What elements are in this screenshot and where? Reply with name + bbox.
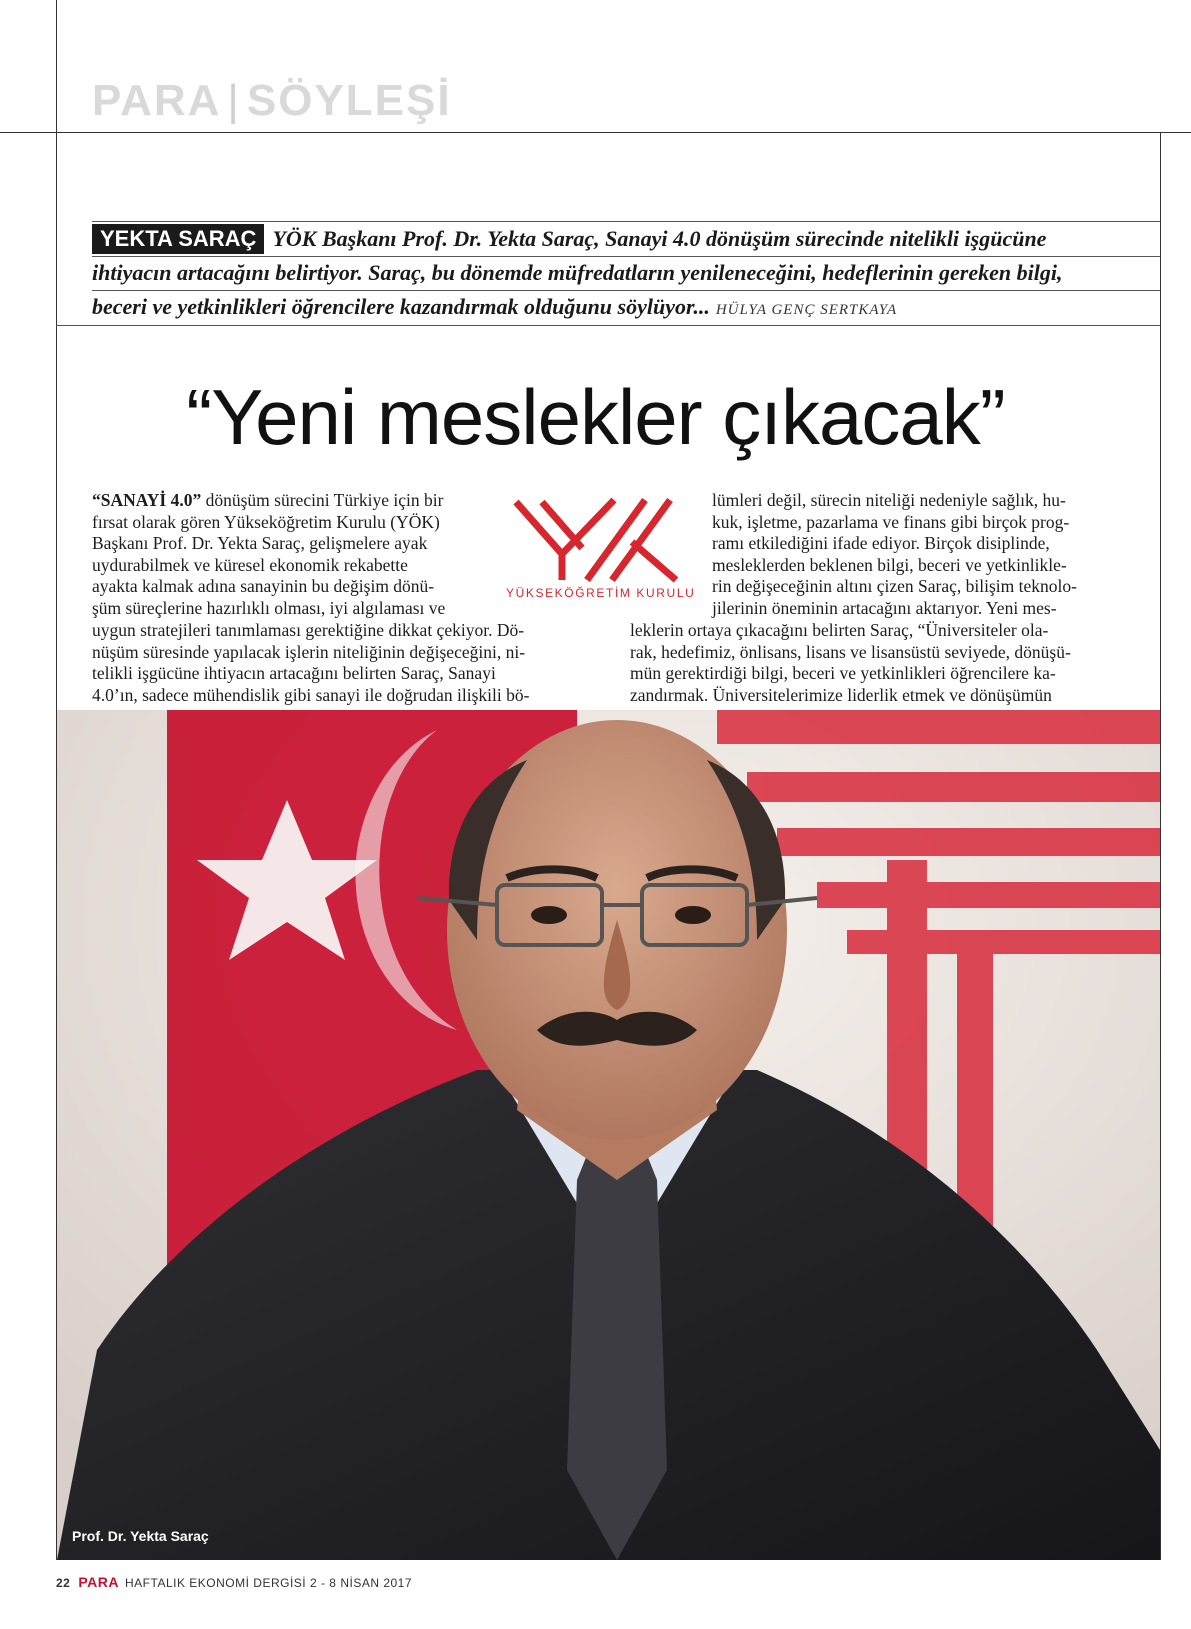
column-right-line: zandırmak. Üniversitelerimize liderlik etmek ve dönüşümün (630, 684, 1052, 705)
column-left-lead: “SANAYİ 4.0” (92, 490, 202, 510)
intro-text-3: beceri ve yetkinlikleri öğrencilere kazandırmak olduğunu söylüyor... (92, 294, 710, 319)
photo-caption: Prof. Dr. Yekta Saraç (72, 1528, 209, 1544)
logo-stroke (632, 542, 676, 580)
header-rule (0, 132, 1191, 133)
intro-text-2: ihtiyacın artacağını belirtiyor. Saraç, bu dönemde müfredatların yenileneceğini, hedeflerinin gereken bilgi, (92, 260, 1063, 285)
column-left-line: ayakta kalmak adına sanayinin bu değişim dönü- (92, 576, 435, 597)
column-left-line: uygun stratejileri tanımlaması gerektiğine dikkat çekiyor. Dö- (92, 620, 525, 640)
intro-rule-2 (92, 256, 1160, 257)
logo-stroke (587, 500, 645, 580)
logo-stroke (516, 502, 562, 554)
intro-text-1: YÖK Başkanı Prof. Dr. Yekta Saraç, Sanayi 4.0 dönüşüm sürecinde nitelikli işgücüne (272, 226, 1047, 251)
column-left-top (92, 490, 504, 620)
portrait-illustration (57, 710, 1160, 1560)
intro-line-3 (92, 294, 897, 320)
footer-brand: PARA (78, 1574, 119, 1590)
eye-left (531, 906, 567, 924)
column-left-line: 4.0’ın, sadece mühendislik gibi sanayi ile doğrudan ilişkili bö- (92, 684, 530, 705)
column-left-line: fırsat olarak gören Yükseköğretim Kurulu (YÖK) (92, 511, 440, 532)
intro-line-2 (92, 260, 1062, 286)
section-separator: | (227, 76, 241, 125)
eye-right (675, 906, 711, 924)
column-right-line: mesleklerden beklenen bilgi, beceri ve yetkinlikle- (712, 554, 1067, 575)
column-left-line: uydurabilmek ve küresel ekonomik rekabette (92, 554, 408, 575)
column-right-line: leklerin ortaya çıkacağını belirten Saraç, “Üniversiteler ola- (630, 620, 1049, 640)
column-left-text: dönüşüm sürecini Türkiye için bir (201, 490, 444, 510)
column-left-line: nüşüm süresinde yapılacak işlerin niteliğinin değişeceğini, ni- (92, 641, 526, 662)
page-number: 22 (56, 1576, 71, 1590)
footer-text: HAFTALIK EKONOMİ DERGİSİ 2 - 8 NİSAN 2017 (125, 1576, 413, 1590)
intro-rule-4 (56, 325, 1160, 326)
column-right-line: rin değişeceğinin altını çizen Saraç, bilişim teknolo- (712, 576, 1077, 597)
section-header-left: PARA (92, 76, 222, 125)
intro-line-1 (92, 224, 1046, 254)
column-right-line: lümleri değil, sürecin niteliği nedeniyle sağlık, hu- (712, 490, 1066, 510)
column-left-line: Başkanı Prof. Dr. Yekta Saraç, gelişmelere ayak (92, 533, 428, 554)
column-right-bottom (630, 620, 1126, 706)
intro-rule-1 (92, 221, 1160, 222)
frame-right-rule (1160, 132, 1161, 1560)
yok-logo-text: YÜKSEKÖĞRETİM KURULU (506, 586, 696, 600)
portrait-photo (57, 710, 1160, 1560)
column-left-bottom (92, 620, 592, 706)
section-header-right: SÖYLEŞİ (246, 76, 452, 125)
tie (567, 1130, 667, 1560)
page-footer (56, 1574, 412, 1590)
column-left-line (92, 490, 504, 512)
byline: HÜLYA GENÇ SERTKAYA (715, 302, 898, 318)
name-badge: YEKTA SARAÇ (92, 224, 264, 254)
column-right-line: mün gerektirdiği bilgi, beceri ve yetkinlikleri öğrencilere ka- (630, 663, 1056, 684)
logo-stroke (562, 500, 614, 554)
yok-logo-mark (516, 500, 676, 580)
column-right-top (712, 490, 1126, 620)
column-right-line: rak, hedefimiz, önlisans, lisans ve lisansüstü seviyede, dönüşü- (630, 641, 1071, 662)
intro-rule-3 (92, 290, 1160, 291)
section-header (92, 76, 452, 126)
column-right-line: jilerinin öneminin artacağını aktarıyor. Yeni mes- (712, 597, 1057, 618)
column-left-line: şüm süreçlerine hazırlıklı olması, iyi algılaması ve (92, 597, 446, 618)
column-right-line: ramı etkilediğini ifade ediyor. Birçok disiplinde, (712, 533, 1050, 554)
headline: “Yeni meslekler çıkacak” (186, 373, 1005, 461)
column-right-line: kuk, işletme, pazarlama ve finans gibi birçok prog- (712, 511, 1070, 532)
column-left-line: telikli işgücüne ihtiyacın artacağını belirten Saraç, Sanayi (92, 663, 496, 684)
